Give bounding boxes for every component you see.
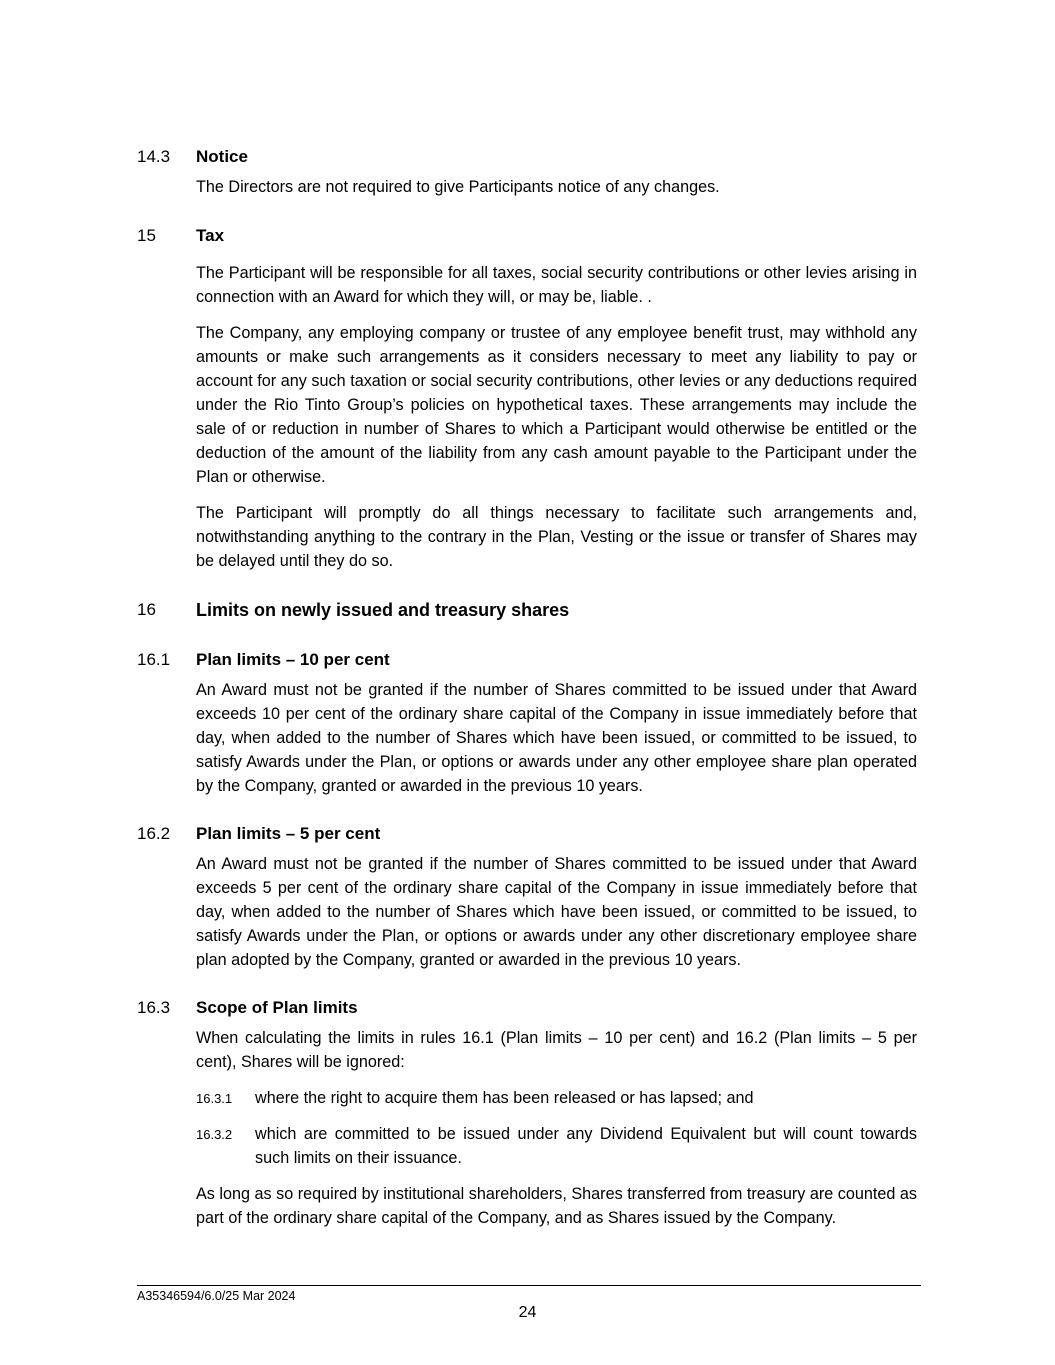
section-heading: Scope of Plan limits <box>196 998 358 1017</box>
subclause-text: where the right to acquire them has been released or has lapsed; and <box>255 1089 754 1107</box>
section-heading: Limits on newly issued and treasury shares <box>196 600 570 620</box>
section-number: 16.1 <box>137 650 171 669</box>
paragraph: The Company, any employing company or trustee of any employee benefit trust, may withhold any amounts or make such arrangements as it considers necessary to meet any liability to pay or account for any such taxation or social security contributions, other levies or any deductions required under the Rio Tinto Group’s policies on hypothetical taxes. These arrangements may include the sale of or reduction in number of Shares to which a Participant would otherwise be entitled or the deduction of the amount of the liability from any cash amount payable to the Participant under the Plan or otherwise. <box>196 324 917 486</box>
paragraph: An Award must not be granted if the number of Shares committed to be issued under that Award exceeds 10 per cent of the ordinary share capital of the Company in issue immediately before that day, when added to the number of Shares which have been issued, or committed to be issued, to satisfy Awards under the Plan, or options or awards under any other employee share plan operated by the Company, granted or awarded in the previous 10 years. <box>196 681 917 795</box>
section-heading: Plan limits – 10 per cent <box>196 650 390 669</box>
section-number: 16 <box>137 600 156 619</box>
section-heading: Tax <box>196 226 225 245</box>
section-number: 16.3 <box>137 998 171 1017</box>
paragraph: An Award must not be granted if the number of Shares committed to be issued under that Award exceeds 5 per cent of the ordinary share capital of the Company in issue immediately before that day, when added to the number of Shares which have been issued, or committed to be issued, to satisfy Awards under the Plan, or options or awards under any other discretionary employee share plan adopted by the Company, granted or awarded in the previous 10 years. <box>196 855 917 969</box>
page-number: 24 <box>518 1304 537 1321</box>
footer-divider <box>137 1285 921 1286</box>
paragraph: When calculating the limits in rules 16.1 (Plan limits – 10 per cent) and 16.2 (Plan limits – 5 per cent), Shares will be ignored: <box>196 1029 917 1071</box>
document-reference: A35346594/6.0/25 Mar 2024 <box>137 1289 296 1303</box>
section-number: 14.3 <box>137 147 171 166</box>
paragraph: As long as so required by institutional shareholders, Shares transferred from treasury are counted as part of the ordinary share capital of the Company, and as Shares issued by the Company. <box>196 1185 917 1227</box>
paragraph: The Directors are not required to give Participants notice of any changes. <box>196 178 720 196</box>
subclause-number: 16.3.2 <box>196 1127 233 1142</box>
section-number: 16.2 <box>137 824 171 843</box>
subclause-text: which are committed to be issued under any Dividend Equivalent but will count towards such limits on their issuance. <box>255 1125 917 1167</box>
section-number: 15 <box>137 226 156 245</box>
subclause-number: 16.3.1 <box>196 1091 233 1106</box>
paragraph: The Participant will promptly do all things necessary to facilitate such arrangements and, notwithstanding anything to the contrary in the Plan, Vesting or the issue or transfer of Shares may be delayed until they do so. <box>196 504 917 570</box>
section-heading: Notice <box>196 147 248 166</box>
paragraph: The Participant will be responsible for all taxes, social security contributions or other levies arising in connection with an Award for which they will, or may be, liable. . <box>196 264 917 306</box>
section-heading: Plan limits – 5 per cent <box>196 824 381 843</box>
